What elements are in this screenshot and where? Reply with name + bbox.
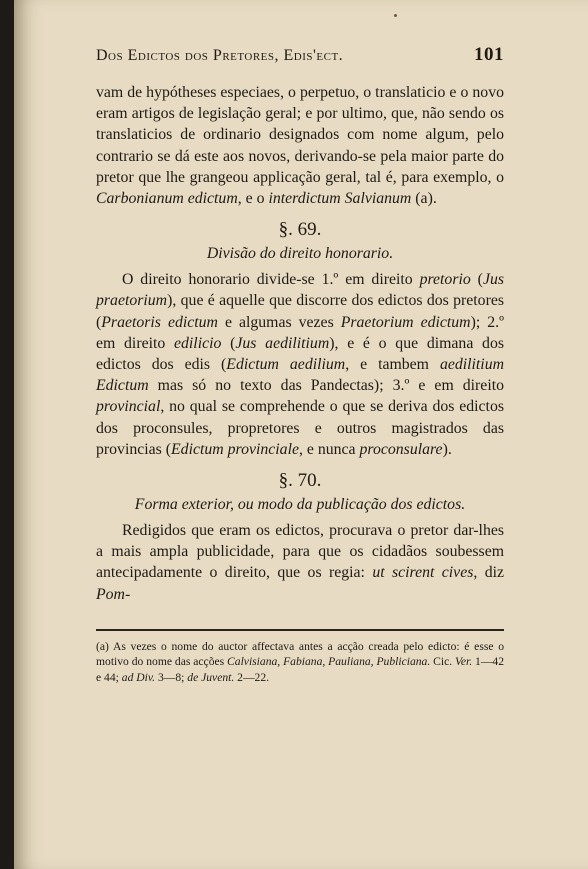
paragraph-70 [96, 520, 504, 605]
page-number: 101 [474, 44, 504, 65]
running-header [96, 44, 504, 66]
book-page [14, 0, 588, 869]
text-run: 2—22. [234, 671, 270, 685]
latin-term: Praetoris edictum [101, 313, 218, 331]
latin-term: Jus praetorium [96, 271, 504, 310]
citation: ad Div. [121, 671, 156, 685]
citation: Ver. [455, 655, 473, 669]
text-run: e algumas vezes [217, 313, 341, 331]
text-run: vam de hypótheses especiaes, o perpetuo, o translaticio e o novo eram artigos de legislação geral; e por ultimo, que, não sendo os translaticios de ordinario designados com nome algum, pelo contrario se dá este aos novos, derivando-se pela maior parte do pretor que lhe grangeou applicação geral, tal é, para exemplo, o [96, 84, 504, 186]
citation: de Juvent. [187, 671, 235, 685]
footnote-ref: (a). [411, 190, 437, 208]
latin-term: Carbonianum edictum [96, 190, 238, 208]
latin-term: edilicio [174, 334, 222, 352]
section-title-69: Divisão do direito honorario. [206, 245, 394, 263]
latin-term: interdictum Salvianum [268, 190, 412, 208]
latin-term: provincial [96, 398, 161, 416]
latin-term: aedilitium Edictum [96, 356, 504, 395]
text-run: , e tambem [345, 356, 440, 374]
running-title: Dos Edictos dos Pretores, Edis'ect. [96, 47, 344, 64]
text-run: , e o [237, 190, 269, 208]
section-title-70: Forma exterior, ou modo da publicação dos edictos. [134, 496, 466, 514]
latin-term: Praetorium edictum [340, 313, 471, 331]
text-run: , e nunca [298, 440, 360, 458]
page-content [96, 44, 504, 686]
section-number-69: §. 69. [278, 219, 322, 241]
latin-term: Jus aedilitium [235, 334, 330, 352]
text-run: ), e é o que dimana dos edictos dos edis ( [96, 334, 505, 374]
latin-term: Edictum provinciale [171, 440, 299, 458]
text-run: 3—8; [155, 671, 188, 685]
text-run: Redigidos que eram os edictos, procurava o pretor dar-lhes a mais ampla publicidade, para que os cidadãos soubessem antecipadamente o direito, que os regia: [96, 522, 504, 582]
footnote [96, 639, 504, 686]
text-run: mas só no texto das Pandectas); 3.º e em direito [148, 377, 504, 395]
footnote-rule [96, 629, 504, 631]
text-run: ); 2.º em direito [96, 313, 504, 352]
text-run: , diz [473, 564, 504, 582]
text-run: ( [470, 271, 483, 289]
text-run: Cic. [430, 655, 456, 669]
latin-term: ut scirent cives [372, 564, 474, 582]
text-run: O direito honorario divide-se 1.º em direito [122, 271, 420, 289]
text-run: ). [442, 440, 452, 458]
text-run: , no qual se comprehende o que se deriva dos edictos dos proconsules, propretores e outros magistrados das provincias ( [96, 398, 504, 458]
latin-term: pretorio [419, 271, 471, 289]
section-number-70: §. 70. [278, 470, 322, 492]
latin-term: Edictum aedilium [226, 356, 346, 374]
latin-term: Calvisiana, Fabiana, Pauliana, Publiciana. [227, 655, 431, 669]
paper-speck [394, 14, 397, 17]
latin-term: proconsulare [359, 440, 443, 458]
paragraph-continuation [96, 82, 504, 209]
text-run: (a) As vezes o nome do auctor affectava antes a acção creada pelo edicto: é esse o motivo do nome das acções [96, 639, 504, 669]
text-run: ), que é aquelle que discorre dos edictos dos pretores ( [96, 292, 504, 331]
text-run: ( [221, 334, 236, 352]
text-run: 1—42 e 44; [96, 655, 505, 685]
author-name: Pom- [96, 585, 131, 603]
paragraph-69 [96, 269, 504, 460]
